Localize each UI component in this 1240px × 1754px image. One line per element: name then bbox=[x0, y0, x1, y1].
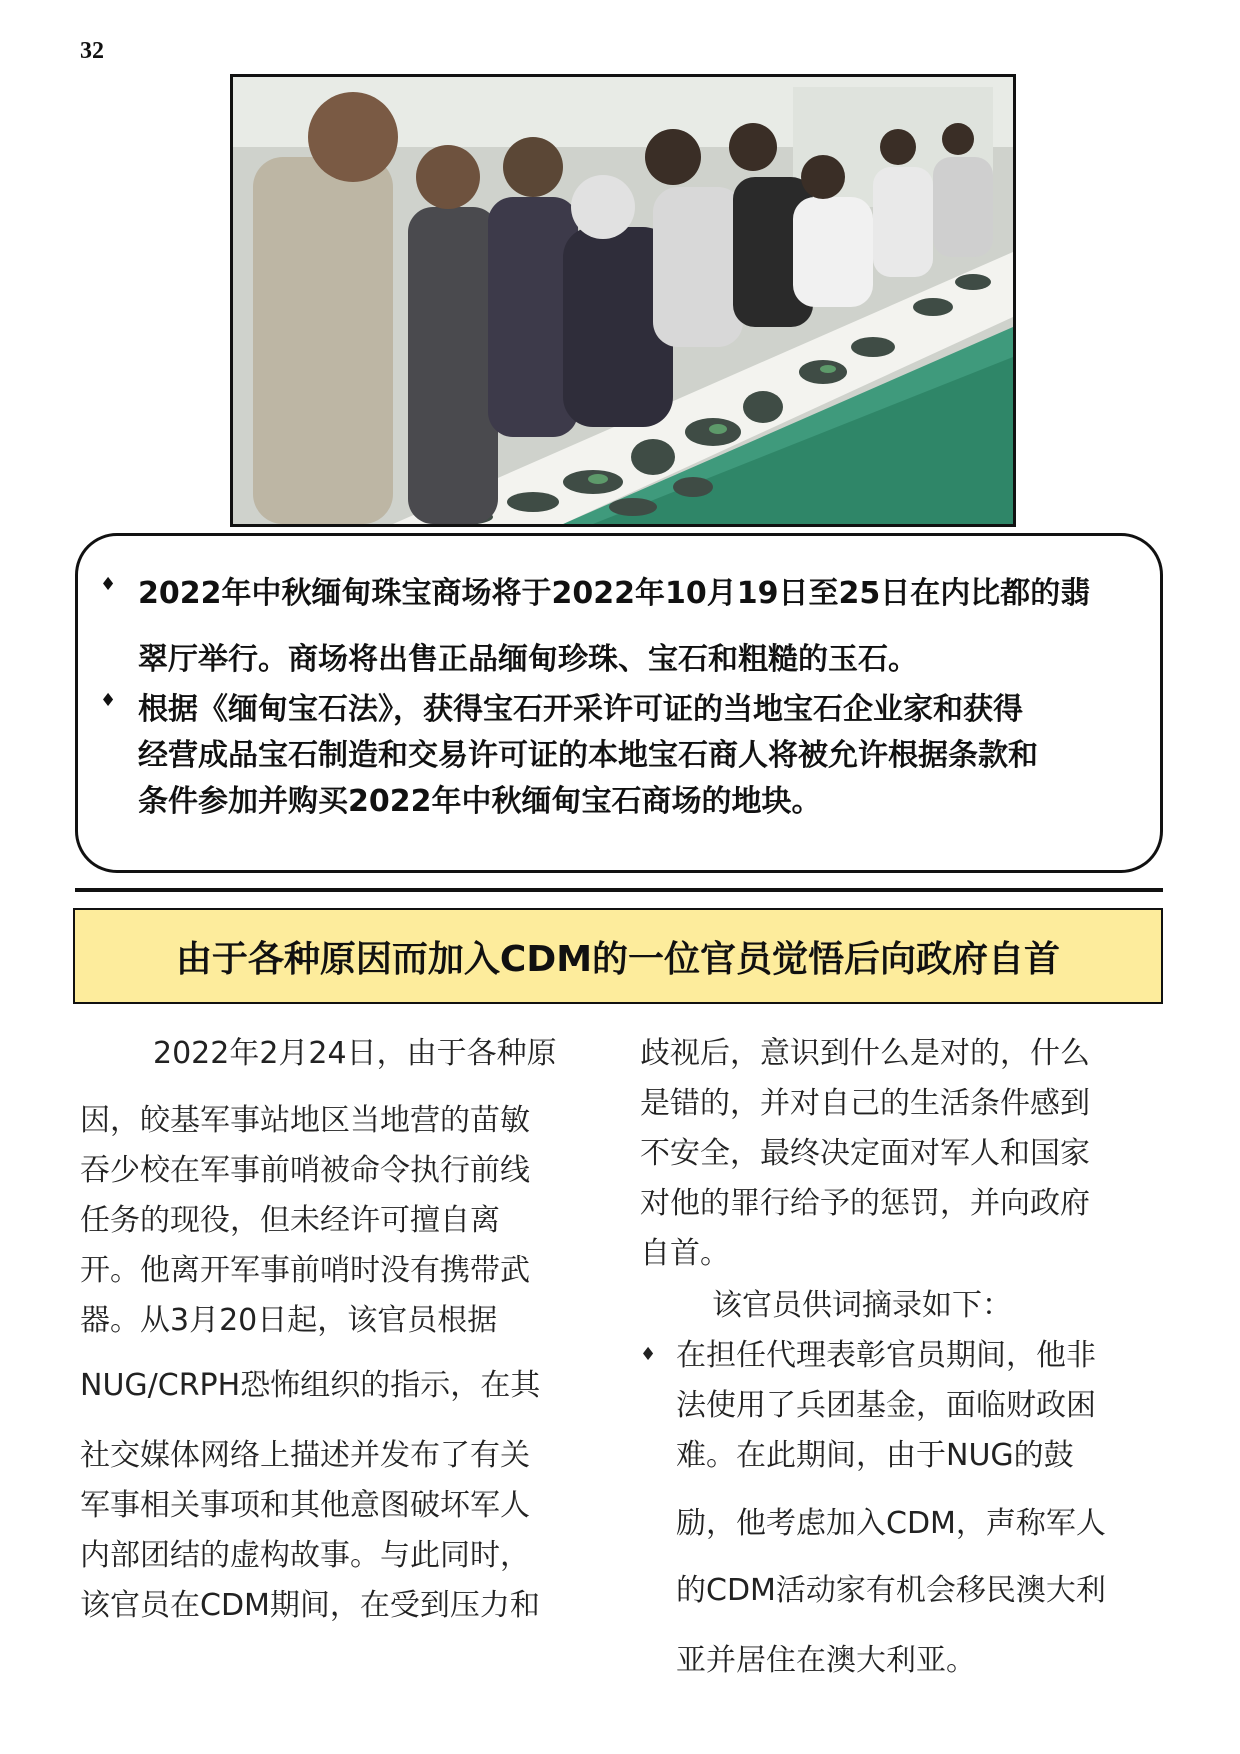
page-number: 32 bbox=[80, 38, 104, 64]
bullet-line: 难。在此期间，由于NUG的鼓 bbox=[676, 1438, 1074, 1473]
body-line: 开。他离开军事前哨时没有携带武 bbox=[80, 1253, 530, 1288]
body-line: 歧视后，意识到什么是对的，什么 bbox=[640, 1036, 1090, 1071]
body-line: 内部团结的虚构故事。与此同时， bbox=[80, 1538, 530, 1573]
body-line: 社交媒体网络上描述并发布了有关 bbox=[80, 1438, 530, 1473]
jade-market-photo bbox=[230, 74, 1016, 527]
notice-line: 条件参加并购买2022年中秋缅甸宝石商场的地块。 bbox=[138, 784, 822, 819]
section-divider bbox=[75, 888, 1163, 892]
notice-box bbox=[75, 533, 1163, 873]
notice-line: 经营成品宝石制造和交易许可证的本地宝石商人将被允许根据条款和 bbox=[138, 738, 1038, 773]
headline-banner bbox=[73, 908, 1163, 1004]
bullet-line: 励，他考虑加入CDM，声称军人 bbox=[676, 1506, 1106, 1541]
bullet-line: 的CDM活动家有机会移民澳大利 bbox=[676, 1573, 1106, 1608]
article-headline: 由于各种原因而加入CDM的一位官员觉悟后向政府自首 bbox=[175, 938, 1061, 980]
bullet-line: 在担任代理表彰官员期间，他非 bbox=[676, 1338, 1096, 1373]
bullet-diamond-icon: ♦ bbox=[640, 1344, 657, 1365]
body-line: 器。从3月20日起，该官员根据 bbox=[80, 1303, 498, 1338]
body-line: 不安全，最终决定面对军人和国家 bbox=[640, 1136, 1090, 1171]
body-line: 是错的，并对自己的生活条件感到 bbox=[640, 1086, 1090, 1121]
body-line: 任务的现役，但未经许可擅自离 bbox=[80, 1203, 500, 1238]
notice-line: 2022年中秋缅甸珠宝商场将于2022年10月19日至25日在内比都的翡 bbox=[138, 576, 1091, 611]
body-line: 该官员在CDM期间，在受到压力和 bbox=[80, 1588, 540, 1623]
bullet-diamond-icon: ♦ bbox=[100, 574, 117, 595]
body-line: NUG/CRPH恐怖组织的指示，在其 bbox=[80, 1368, 541, 1403]
bullet-line: 亚并居住在澳大利亚。 bbox=[676, 1643, 976, 1678]
body-line: 自首。 bbox=[640, 1236, 730, 1271]
notice-line: 翠厅举行。商场将出售正品缅甸珍珠、宝石和粗糙的玉石。 bbox=[138, 642, 918, 677]
body-line: 对他的罪行给予的惩罚，并向政府 bbox=[640, 1186, 1090, 1221]
bullet-line: 法使用了兵团基金，面临财政困 bbox=[676, 1388, 1096, 1423]
body-line: 吞少校在军事前哨被命令执行前线 bbox=[80, 1153, 530, 1188]
body-line: 2022年2月24日，由于各种原 bbox=[153, 1036, 557, 1071]
notice-line: 根据《缅甸宝石法》，获得宝石开采许可证的当地宝石企业家和获得 bbox=[138, 692, 1023, 727]
bullet-diamond-icon: ♦ bbox=[100, 690, 117, 711]
body-line: 军事相关事项和其他意图破坏军人 bbox=[80, 1488, 530, 1523]
body-line: 该官员供词摘录如下： bbox=[712, 1288, 1012, 1323]
photo-illustration bbox=[233, 77, 1013, 524]
body-line: 因，皎基军事站地区当地营的苗敏 bbox=[80, 1103, 530, 1138]
